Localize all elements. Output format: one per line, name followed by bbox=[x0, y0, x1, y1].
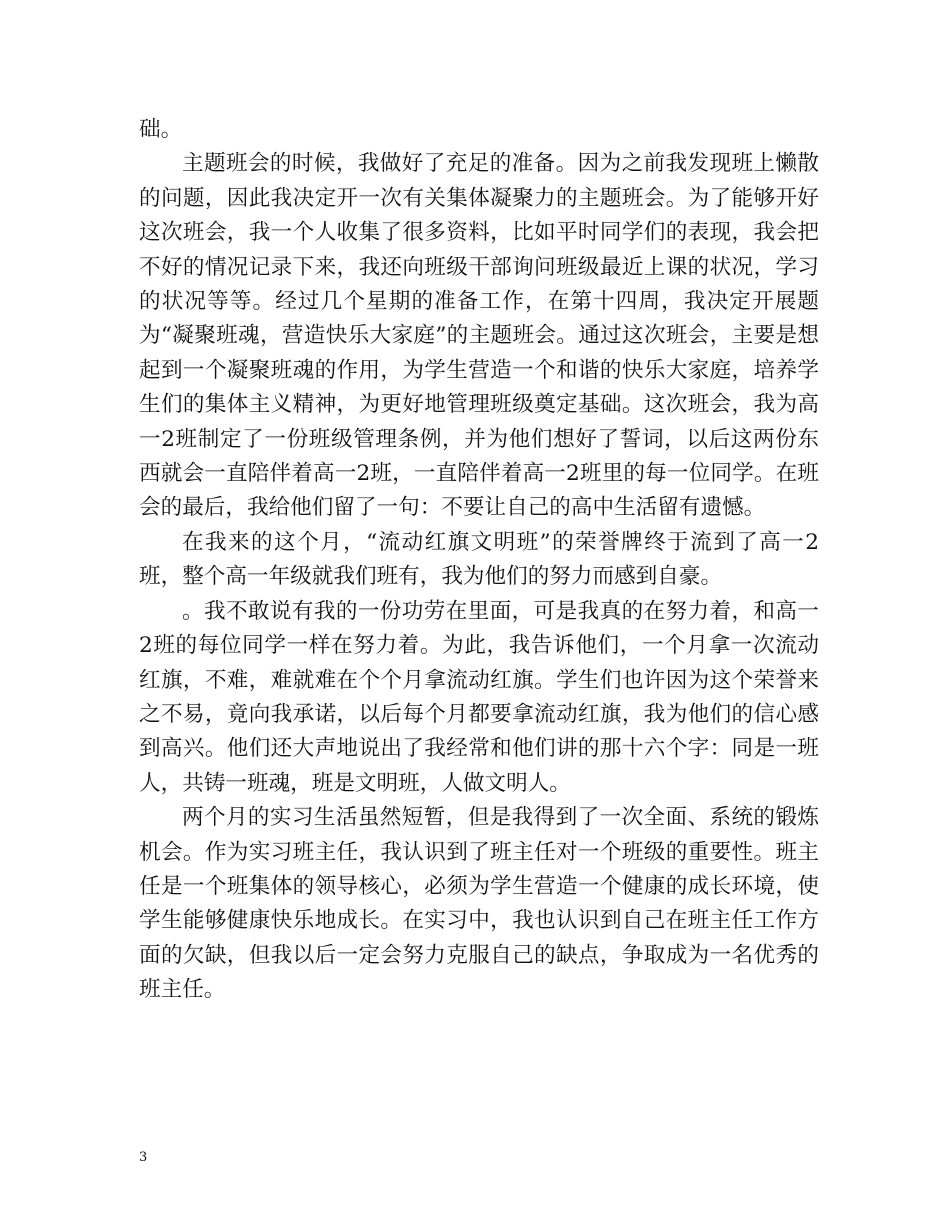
page-number: 3 bbox=[139, 1150, 148, 1165]
paragraph: 。我不敢说有我的一份功劳在里面，可是我真的在努力着，和高一2班的每位同学一样在努力着。为此，我告诉他们，一个月拿一次流动红旗，不难，难就难在个个月拿流动红旗。学生们也许因为这个荣誉来之不易，竟向我承诺，以后每个月都要拿流动红旗，我为他们的信心感到高兴。他们还大声地说出了我经常和他们讲的那十六个字：同是一班人，共铸一班魂，班是文明班，人做文明人。 bbox=[139, 598, 819, 796]
paragraph: 两个月的实习生活虽然短暂，但是我得到了一次全面、系统的锻炼机会。作为实习班主任，我认识到了班主任对一个班级的重要性。班主任是一个班集体的领导核心，必须为学生营造一个健康的成长环境，使学生能够健康快乐地成长。在实习中，我也认识到自己在班主任工作方面的欠缺，但我以后一定会努力克服自己的缺点，争取成为一名优秀的班主任。 bbox=[139, 805, 819, 1003]
paragraph: 在我来的这个月，“流动红旗文明班”的荣誉牌终于流到了高一2班，整个高一年级就我们班有，我为他们的努力而感到自豪。 bbox=[139, 529, 819, 590]
body-text bbox=[139, 113, 819, 1008]
paragraph: 础。 bbox=[139, 117, 183, 142]
paragraph: 主题班会的时候，我做好了充足的准备。因为之前我发现班上懒散的问题，因此我决定开一次有关集体凝聚力的主题班会。为了能够开好这次班会，我一个人收集了很多资料，比如平时同学们的表现，我会把不好的情况记录下来，我还向班级干部询问班级最近上课的状况，学习的状况等等。经过几个星期的准备工作，在第十四周，我决定开展题为“凝聚班魂，营造快乐大家庭”的主题班会。通过这次班会，主要是想起到一个凝聚班魂的作用，为学生营造一个和谐的快乐大家庭，培养学生们的集体主义精神，为更好地管理班级奠定基础。这次班会，我为高一2班制定了一份班级管理条例，并为他们想好了誓词，以后这两份东西就会一直陪伴着高一2班，一直陪伴着高一2班里的每一位同学。在班会的最后，我给他们留了一句：不要让自己的高中生活留有遗憾。 bbox=[139, 151, 819, 521]
